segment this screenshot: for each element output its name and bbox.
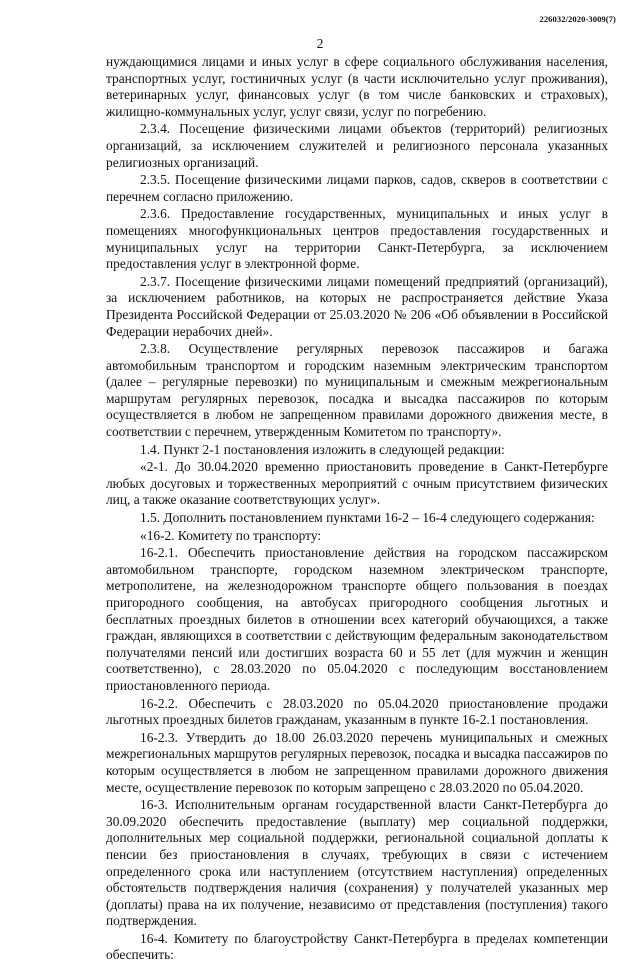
paragraph: нуждающимися лицами и иных услуг в сфере социального обслуживания населения, транспортных услуг, гостиничных услуг (в части исключительно услуг проживания), ветеринарных услуг, финансовых услуг (в том числе банковских и страховых), жилищно-коммунальных услуг, услуг связи, услуг по погребению.	[106, 54, 608, 119]
document-body	[106, 54, 608, 965]
document-number: 226032/2020-3009(7)	[539, 14, 616, 24]
paragraph: 16-2.1. Обеспечить приостановление действия на городском пассажирском автомобильном транспорте, городском наземном электрическом транспорте, метрополитене, на железнодорожном транспорте общего пользования в поездах пригородного сообщения, на автобусах пригородного сообщения льготных и бесплатных проездных билетов в отношении всех категорий обучающихся, а также граждан, являющихся в соответствии с действующим федеральным законодательством получателями пенсий или достигших возраста 60 и 55 лет (для мужчин и женщин соответственно), с 28.03.2020 по 05.04.2020 с последующим восстановлением приостановленного периода.	[106, 545, 608, 693]
paragraph: 2.3.4. Посещение физическими лицами объектов (территорий) религиозных организаций, за исключением служителей и религиозного персонала указанных религиозных организаций.	[106, 121, 608, 170]
paragraph: 1.4. Пункт 2-1 постановления изложить в следующей редакции:	[140, 441, 505, 457]
paragraph: 16-4. Комитету по благоустройству Санкт-Петербурга в пределах компетенции обеспечить:	[106, 930, 608, 963]
paragraph: 2.3.5. Посещение физическими лицами парков, садов, скверов в соответствии с перечнем согласно приложению.	[106, 172, 608, 204]
paragraph: 16-2.3. Утвердить до 18.00 26.03.2020 перечень муниципальных и смежных межрегиональных маршрутов регулярных перевозок, посадка и высадка пассажиров по которым осуществляется в любом не запрещенном правилами дорожного движения месте, осуществление перевозок по которым запрещено с 28.03.2020 по 05.04.2020.	[106, 729, 608, 795]
paragraph: 1.5. Дополнить постановлением пунктами 16-2 – 16-4 следующего содержания:	[140, 510, 595, 526]
paragraph: 16-3. Исполнительным органам государственной власти Санкт-Петербурга до 30.09.2020 обеспечить предоставление (выплату) мер социальной поддержки, дополнительных мер социальной поддержки, региональной социальной доплаты к пенсии без приостановления в случаях, требующих в связи с истечением определенного срока или наступлением (отсутствием наступления) определенных обстоятельств подтверждения наличия (сохранения) у получателей указанных мер (доплаты) права на их получение, независимо от представления (поступления) такого подтверждения.	[106, 797, 608, 929]
paragraph: 2.3.6. Предоставление государственных, муниципальных и иных услуг в помещениях многофункциональных центров предоставления государственных и муниципальных услуг на территории Санкт-Петербурга, за исключением предоставления услуг в электронной форме.	[106, 206, 608, 272]
paragraph: 2.3.7. Посещение физическими лицами помещений предприятий (организаций), за исключением работников, на которых не распространяется действие Указа Президента Российской Федерации от 25.03.2020 № 206 «Об объявлении в Российской Федерации нерабочих дней».	[106, 273, 608, 339]
paragraph: «2-1. До 30.04.2020 временно приостановить проведение в Санкт-Петербурге любых досуговых и торжественных мероприятий с очным присутствием физических лиц, а также оказание соответствующих услуг».	[106, 459, 608, 508]
paragraph: 16-2.2. Обеспечить с 28.03.2020 по 05.04.2020 приостановление продажи льготных проездных билетов гражданам, указанным в пункте 16-2.1 постановления.	[106, 695, 608, 728]
page-number: 2	[316, 36, 324, 51]
paragraph: «16-2. Комитету по транспорту:	[140, 527, 322, 543]
paragraph: 2.3.8. Осуществление регулярных перевозок пассажиров и багажа автомобильным транспортом и городским наземным электрическим транспортом (далее – регулярные перевозки) по муниципальным и смежным межрегиональным маршрутам регулярных перевозок, посадка и высадка пассажиров по которым осуществляется в любом не запрещенном правилами дорожного движения месте, в соответствии с перечнем, утвержденным Комитетом по транспорту».	[106, 341, 608, 440]
